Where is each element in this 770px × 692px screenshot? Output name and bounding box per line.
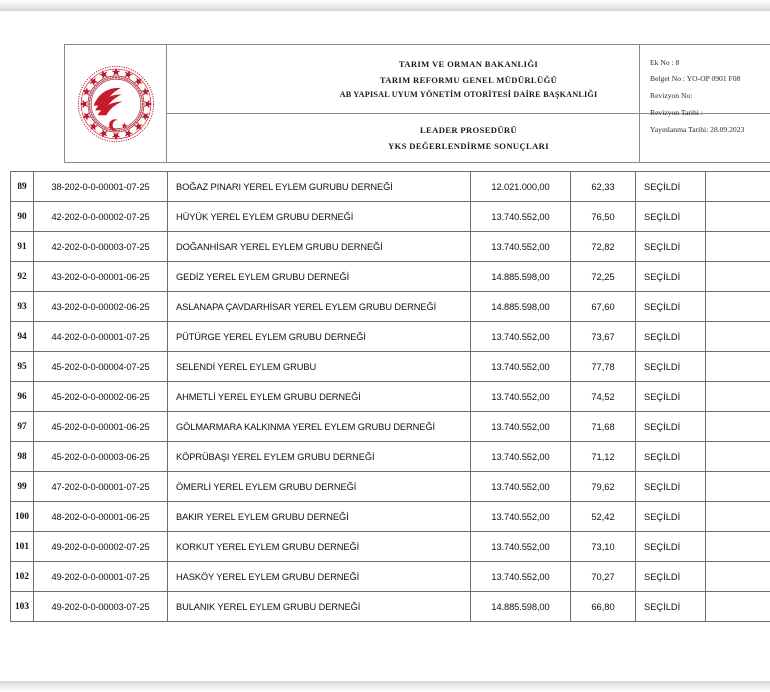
notes-cell xyxy=(706,502,770,532)
budget-amount: 13.740.552,00 xyxy=(471,562,571,592)
evaluation-score: 72,82 xyxy=(571,232,636,262)
application-code: 42-202-0-0-00002-07-25 xyxy=(34,202,168,232)
evaluation-score: 79,62 xyxy=(571,472,636,502)
notes-cell xyxy=(706,532,770,562)
table-body xyxy=(11,172,770,622)
budget-amount: 13.740.552,00 xyxy=(471,412,571,442)
budget-amount: 13.740.552,00 xyxy=(471,532,571,562)
evaluation-results-table xyxy=(10,171,770,622)
organisation-name: AHMETLİ YEREL EYLEM GRUBU DERNEĞİ xyxy=(168,382,471,412)
notes-cell xyxy=(706,232,770,262)
ministry-title: TARIM VE ORMAN BAKANLIĞI xyxy=(398,59,539,70)
row-number: 100 xyxy=(11,502,34,532)
notes-cell xyxy=(706,592,770,622)
row-number: 89 xyxy=(11,172,34,202)
notes-cell xyxy=(706,202,770,232)
organisation-name: HÜYÜK YEREL EYLEM GRUBU DERNEĞİ xyxy=(168,202,471,232)
document-meta-box xyxy=(639,45,770,162)
evaluation-score: 76,50 xyxy=(571,202,636,232)
budget-amount: 13.740.552,00 xyxy=(471,382,571,412)
selection-status: SEÇİLDİ xyxy=(636,382,706,412)
selection-status: SEÇİLDİ xyxy=(636,172,706,202)
organisation-name: ÖMERLİ YEREL EYLEM GRUBU DERNEĞİ xyxy=(168,472,471,502)
table-row xyxy=(11,412,770,442)
notes-cell xyxy=(706,172,770,202)
table-row xyxy=(11,172,770,202)
general-directorate-title: TARIM REFORMU GENEL MÜDÜRLÜĞÜ xyxy=(379,74,558,85)
evaluation-score: 77,78 xyxy=(571,352,636,382)
application-code: 38-202-0-0-00001-07-25 xyxy=(34,172,168,202)
budget-amount: 13.740.552,00 xyxy=(471,322,571,352)
evaluation-score: 62,33 xyxy=(571,172,636,202)
organisation-name: GÖLMARMARA KALKINMA YEREL EYLEM GRUBU DERNEĞİ xyxy=(168,412,471,442)
row-number: 93 xyxy=(11,292,34,322)
evaluation-score: 72,25 xyxy=(571,262,636,292)
table-row xyxy=(11,202,770,232)
selection-status: SEÇİLDİ xyxy=(636,472,706,502)
evaluation-score: 67,60 xyxy=(571,292,636,322)
table-row xyxy=(11,262,770,292)
table-row xyxy=(11,232,770,262)
evaluation-score: 71,68 xyxy=(571,412,636,442)
application-code: 49-202-0-0-00001-07-25 xyxy=(34,562,168,592)
evaluation-score: 66,80 xyxy=(571,592,636,622)
notes-cell xyxy=(706,412,770,442)
budget-amount: 13.740.552,00 xyxy=(471,472,571,502)
table-row xyxy=(11,442,770,472)
viewer-bottom-edge xyxy=(0,681,770,692)
row-number: 96 xyxy=(11,382,34,412)
application-code: 43-202-0-0-00002-06-25 xyxy=(34,292,168,322)
notes-cell xyxy=(706,262,770,292)
notes-cell xyxy=(706,472,770,502)
notes-cell xyxy=(706,352,770,382)
document-header-block xyxy=(64,44,770,163)
organisation-name: BOĞAZ PINARI YEREL EYLEM GURUBU DERNEĞİ xyxy=(168,172,471,202)
row-number: 102 xyxy=(11,562,34,592)
application-code: 45-202-0-0-00003-06-25 xyxy=(34,442,168,472)
evaluation-score: 52,42 xyxy=(571,502,636,532)
table-row xyxy=(11,592,770,622)
evaluation-score: 71,12 xyxy=(571,442,636,472)
selection-status: SEÇİLDİ xyxy=(636,232,706,262)
selection-status: SEÇİLDİ xyxy=(636,562,706,592)
publication-date: Yayınlanma Tarihi: 28.09.2023 xyxy=(650,124,745,134)
organisation-name: KÖPRÜBAŞI YEREL EYLEM GRUBU DERNEĞİ xyxy=(168,442,471,472)
table-row xyxy=(11,532,770,562)
application-code: 49-202-0-0-00002-07-25 xyxy=(34,532,168,562)
procedure-title: LEADER PROSEDÜRÜ xyxy=(419,124,518,135)
selection-status: SEÇİLDİ xyxy=(636,262,706,292)
organisation-name: HASKÖY YEREL EYLEM GRUBU DERNEĞİ xyxy=(168,562,471,592)
budget-amount: 13.740.552,00 xyxy=(471,232,571,262)
selection-status: SEÇİLDİ xyxy=(636,532,706,562)
application-code: 43-202-0-0-00001-06-25 xyxy=(34,262,168,292)
application-code: 44-202-0-0-00001-07-25 xyxy=(34,322,168,352)
budget-amount: 14.885.598,00 xyxy=(471,292,571,322)
selection-status: SEÇİLDİ xyxy=(636,592,706,622)
department-title: AB YAPISAL UYUM YÖNETİM OTORİTESİ DAİRE BAŞKANLIĞI xyxy=(339,90,598,100)
row-number: 103 xyxy=(11,592,34,622)
evaluation-score: 73,67 xyxy=(571,322,636,352)
selection-status: SEÇİLDİ xyxy=(636,412,706,442)
ministry-emblem-icon xyxy=(76,64,156,144)
budget-amount: 13.740.552,00 xyxy=(471,502,571,532)
budget-amount: 13.740.552,00 xyxy=(471,352,571,382)
row-number: 94 xyxy=(11,322,34,352)
notes-cell xyxy=(706,442,770,472)
row-number: 98 xyxy=(11,442,34,472)
notes-cell xyxy=(706,382,770,412)
application-code: 47-202-0-0-00001-07-25 xyxy=(34,472,168,502)
application-code: 49-202-0-0-00003-07-25 xyxy=(34,592,168,622)
row-number: 95 xyxy=(11,352,34,382)
organisation-name: KORKUT YEREL EYLEM GRUBU DERNEĞİ xyxy=(168,532,471,562)
table-row xyxy=(11,382,770,412)
budget-amount: 12.021.000,00 xyxy=(471,172,571,202)
selection-status: SEÇİLDİ xyxy=(636,322,706,352)
row-number: 91 xyxy=(11,232,34,262)
budget-amount: 14.885.598,00 xyxy=(471,262,571,292)
results-title: YKS DEĞERLENDİRME SONUÇLARI xyxy=(388,140,549,151)
notes-cell xyxy=(706,562,770,592)
row-number: 99 xyxy=(11,472,34,502)
application-code: 45-202-0-0-00002-06-25 xyxy=(34,382,168,412)
document-no: Belget No : YO-OP 0901 F08 xyxy=(650,74,741,84)
selection-status: SEÇİLDİ xyxy=(636,292,706,322)
notes-cell xyxy=(706,292,770,322)
row-number: 101 xyxy=(11,532,34,562)
application-code: 42-202-0-0-00003-07-25 xyxy=(34,232,168,262)
evaluation-score: 74,52 xyxy=(571,382,636,412)
document-page xyxy=(0,11,770,681)
budget-amount: 14.885.598,00 xyxy=(471,592,571,622)
selection-status: SEÇİLDİ xyxy=(636,352,706,382)
organisation-name: GEDİZ YEREL EYLEM GRUBU DERNEĞİ xyxy=(168,262,471,292)
revision-no: Revizyon No: xyxy=(650,91,693,101)
table-row xyxy=(11,472,770,502)
annex-no: Ek No : 8 xyxy=(650,57,680,67)
row-number: 90 xyxy=(11,202,34,232)
logo-cell xyxy=(65,45,167,162)
table-row xyxy=(11,352,770,382)
row-number: 92 xyxy=(11,262,34,292)
table-row xyxy=(11,502,770,532)
selection-status: SEÇİLDİ xyxy=(636,442,706,472)
selection-status: SEÇİLDİ xyxy=(636,202,706,232)
application-code: 45-202-0-0-00001-06-25 xyxy=(34,412,168,442)
evaluation-score: 73,10 xyxy=(571,532,636,562)
revision-date: Revizyon Tarihi : xyxy=(650,107,703,117)
organisation-name: BULANIK YEREL EYLEM GRUBU DERNEĞİ xyxy=(168,592,471,622)
organisation-name: BAKIR YEREL EYLEM GRUBU DERNEĞİ xyxy=(168,502,471,532)
organisation-name: SELENDİ YEREL EYLEM GRUBU xyxy=(168,352,471,382)
budget-amount: 13.740.552,00 xyxy=(471,442,571,472)
application-code: 48-202-0-0-00001-06-25 xyxy=(34,502,168,532)
row-number: 97 xyxy=(11,412,34,442)
viewer-top-edge xyxy=(0,0,770,11)
table-row xyxy=(11,292,770,322)
organisation-name: DOĞANHİSAR YEREL EYLEM GRUBU DERNEĞİ xyxy=(168,232,471,262)
table-row xyxy=(11,322,770,352)
organisation-name: ASLANAPA ÇAVDARHİSAR YEREL EYLEM GRUBU DERNEĞİ xyxy=(168,292,471,322)
application-code: 45-202-0-0-00004-07-25 xyxy=(34,352,168,382)
table-row xyxy=(11,562,770,592)
notes-cell xyxy=(706,322,770,352)
organisation-name: PÜTÜRGE YEREL EYLEM GRUBU DERNEĞİ xyxy=(168,322,471,352)
evaluation-score: 70,27 xyxy=(571,562,636,592)
budget-amount: 13.740.552,00 xyxy=(471,202,571,232)
selection-status: SEÇİLDİ xyxy=(636,502,706,532)
